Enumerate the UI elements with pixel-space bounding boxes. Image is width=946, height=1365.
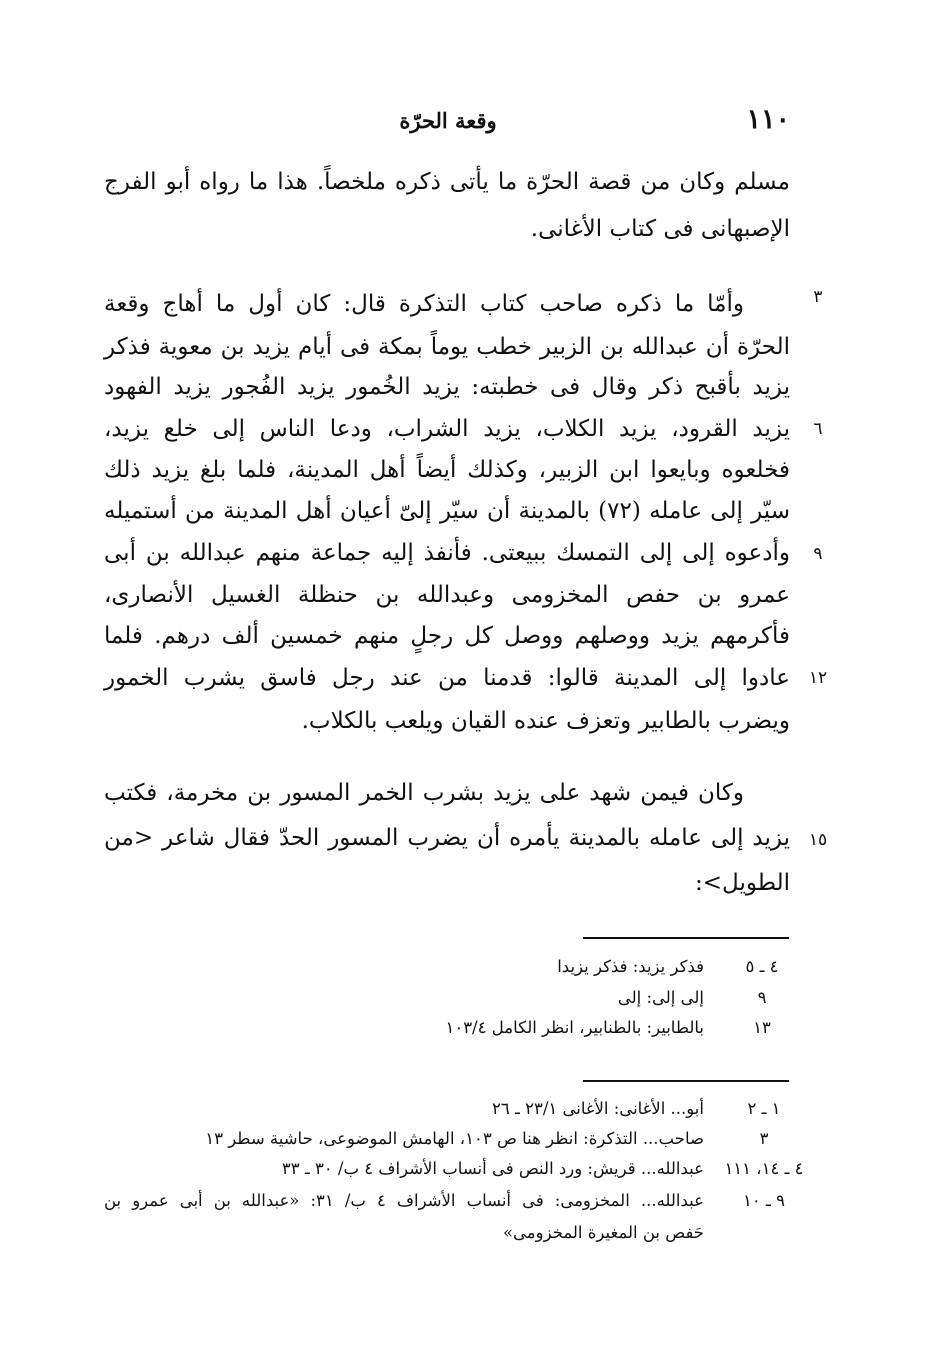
apparatus-text: إلى إلى: إلى (617, 988, 704, 1007)
page-number: ١١٠ (746, 104, 790, 135)
body-line: يزيد القرود، يزيد الكلاب، يزيد الشراب، ودعا الناس إلى خلع يزيد، (104, 416, 790, 442)
line-number: ٦ (813, 419, 823, 439)
apparatus-ref: ٩ (757, 988, 767, 1007)
body-line: وكان فيمن شهد على يزيد بشرب الخمر المسور بن مخرمة، فكتب (104, 780, 744, 806)
body-line: عمرو بن حفص المخزومى وعبدالله بن حنظلة الغسيل الأنصارى، (104, 582, 790, 608)
source-text: أبو... الأغانى: الأغانى ٢٣/١ ـ ٢٦ (492, 1099, 704, 1118)
body-line: وأدعوه إلى إلى التمسك ببيعتى. فأنفذ إليه جماعة منهم عبدالله بن أبى (104, 540, 790, 566)
body-line: فخلعوه وبايعوا ابن الزبير، وكذلك أيضاً أهل المدينة، فلما بلغ يزيد ذلك (104, 457, 790, 483)
apparatus-text: فذكر يزيد: فذكر يزيدا (557, 957, 704, 976)
body-line: عادوا إلى المدينة قالوا: قدمنا من عند رجل فاسق يشرب الخمور (104, 665, 790, 691)
line-number: ١٢ (808, 668, 828, 688)
body-line: سيّر إلى عامله (٧٢) بالمدينة أن سيّر إلىّ أعيان أهل المدينة من أستميله (104, 498, 790, 524)
source-ref: ٣ (759, 1129, 769, 1148)
source-text: عبدالله... المخزومى: فى أنساب الأشراف ٤ ب/ ٣١: «عبدالله بن أبى عمرو بن (104, 1191, 704, 1210)
source-text: صاحب... التذكرة: انظر هنا ص ١٠٣، الهامش الموضوعى، حاشية سطر ١٣ (205, 1129, 704, 1148)
body-line: وأمّا ما ذكره صاحب كتاب التذكرة قال: كان أول ما أهاج وقعة (104, 291, 744, 317)
body-line: فأكرمهم يزيد ووصلهم ووصل كل رجلٍ منهم خمسين ألف درهم. فلما (104, 623, 790, 649)
source-text: حَفص بن المغيرة المخزومى» (502, 1223, 704, 1242)
body-line: يزيد إلى عامله بالمدينة يأمره أن يضرب المسور الحدّ فقال شاعر <من (104, 825, 790, 851)
body-line: ويضرب بالطابير وتعزف عنده القيان ويلعب بالكلاب. (301, 708, 790, 734)
body-line: الإصبهانى فى كتاب الأغانى. (530, 216, 790, 242)
body-line: مسلم وكان من قصة الحرّة ما يأتى ذكره ملخصاً. هذا ما رواه أبو الفرج (104, 169, 790, 195)
line-number: ٣ (813, 287, 823, 307)
running-title: وقعة الحرّة (399, 108, 497, 133)
apparatus-rule (583, 937, 789, 939)
source-ref: ٩ ـ ١٠ (743, 1191, 785, 1210)
body-line: الطويل>: (695, 870, 790, 896)
body-line: يزيد بأقبح ذكر وقال فى خطبته: يزيد الخُمور يزيد الفُجور يزيد الفهود (104, 374, 790, 400)
source-text: عبدالله... قريش: ورد النص فى أنساب الأشراف ٤ ب/ ٣٠ ـ ٣٣ (281, 1159, 704, 1178)
apparatus-text: بالطابير: بالطنابير، انظر الكامل ١٠٣/٤ (445, 1018, 704, 1037)
sources-rule (583, 1080, 789, 1082)
source-ref: ١ ـ ٢ (747, 1099, 781, 1118)
line-number: ١٥ (808, 830, 828, 850)
line-number: ٩ (813, 544, 823, 564)
apparatus-ref: ٤ ـ ٥ (745, 957, 779, 976)
source-ref: ٤ ـ ١٤، ١١١ (724, 1159, 804, 1178)
apparatus-ref: ١٣ (753, 1018, 771, 1037)
body-line: الحرّة أن عبدالله بن الزبير خطب يوماً بمكة فى أيام يزيد بن معوية فذكر (104, 334, 790, 360)
